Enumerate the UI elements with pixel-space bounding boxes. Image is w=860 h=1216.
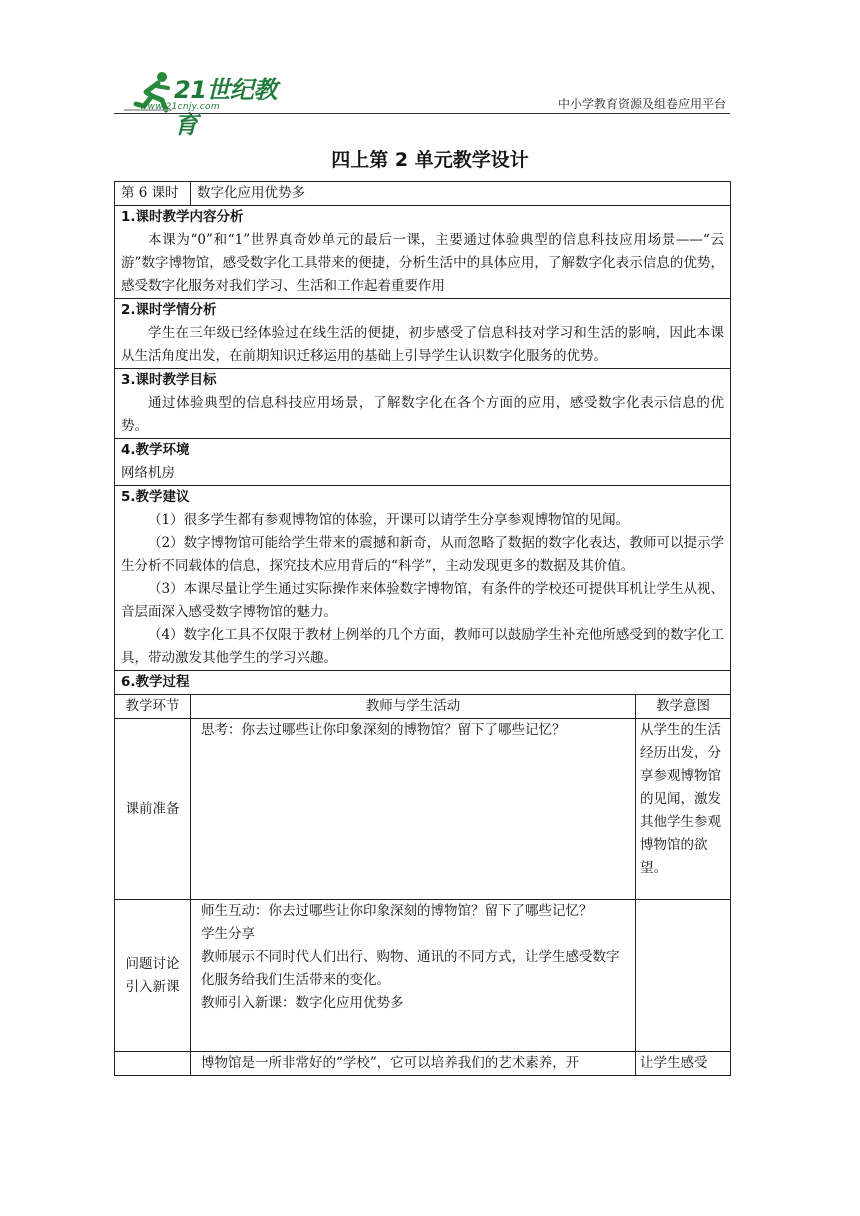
goals-title: 3.课时教学目标 xyxy=(121,372,217,388)
column-header-activities: 教师与学生活动 xyxy=(191,695,636,719)
activity-line: 教师展示不同时代人们出行、购物、通讯的不同方式，让学生感受数字化服务给我们生活带来的变化。 xyxy=(201,949,620,988)
stage-cell xyxy=(115,1052,191,1076)
intent-cell: 让学生感受 xyxy=(636,1052,731,1076)
environment-row xyxy=(115,439,731,486)
suggestions-row xyxy=(115,486,731,671)
stage-cell: 课前准备 xyxy=(115,719,191,900)
activities-cell xyxy=(191,900,636,1052)
activities-cell xyxy=(191,1052,636,1076)
environment-title: 4.教学环境 xyxy=(121,442,190,458)
activities-cell xyxy=(191,719,636,900)
goals-row xyxy=(115,369,731,439)
suggestion-item: （1）很多学生都有参观博物馆的体验，开课可以请学生分享参观博物馆的见闻。 xyxy=(148,512,630,528)
activity-line: 思考：你去过哪些让你印象深刻的博物馆？留下了哪些记忆？ xyxy=(201,722,566,738)
logo xyxy=(122,70,292,139)
process-title-row xyxy=(115,671,731,695)
suggestion-item: （4）数字化工具不仅限于教材上例举的几个方面，教师可以鼓励学生补充他所感受到的数字化工具，带动激发其他学生的学习兴趣。 xyxy=(121,627,724,666)
content-analysis-text: 本课为“0”和“1”世界真奇妙单元的最后一课，主要通过体验典型的信息科技应用场景——“云游”数字博物馆，感受数字化工具带来的便捷，分析生活中的具体应用，了解数字化表示信息的优势，感受数字化服务对我们学习、生活和工作起着重要作用 xyxy=(121,232,724,294)
stage-cell: 问题讨论引入新课 xyxy=(115,900,191,1052)
activity-line: 师生互动：你去过哪些让你印象深刻的博物馆？留下了哪些记忆？ xyxy=(201,903,593,919)
content-analysis-row xyxy=(115,206,731,299)
content-analysis-title: 1.课时教学内容分析 xyxy=(121,209,244,225)
activity-line: 学生分享 xyxy=(201,926,255,942)
process-title: 6.教学过程 xyxy=(121,674,190,690)
lesson-row xyxy=(115,182,731,206)
lesson-number: 第 6 课时 xyxy=(115,182,191,206)
process-row xyxy=(115,1052,731,1076)
activity-line: 教师引入新课：数字化应用优势多 xyxy=(201,995,404,1011)
platform-label: 中小学教育资源及组卷应用平台 xyxy=(557,97,726,111)
student-analysis-text: 学生在三年级已经体验过在线生活的便捷，初步感受了信息科技对学习和生活的影响，因此本课从生活角度出发，在前期知识迁移运用的基础上引导学生认识数字化服务的优势。 xyxy=(121,325,724,364)
process-row xyxy=(115,900,731,1052)
suggestion-item: （2）数字博物馆可能给学生带来的震撼和新奇，从而忽略了数据的数字化表达，教师可以提示学生分析不同载体的信息，探究技术应用背后的“科学”，主动发现更多的数据及其价值。 xyxy=(121,535,724,574)
suggestions-title: 5.教学建议 xyxy=(121,489,190,505)
suggestion-item: （3）本课尽量让学生通过实际操作来体验数字博物馆，有条件的学校还可提供耳机让学生从视、音层面深入感受数字博物馆的魅力。 xyxy=(121,581,724,620)
page-header xyxy=(114,62,730,139)
lesson-design-table xyxy=(114,181,731,1076)
intent-cell: 从学生的生活经历出发，分享参观博物馆的见闻，激发其他学生参观博物馆的欲望。 xyxy=(636,719,731,900)
intent-cell xyxy=(636,900,731,1052)
activity-line: 博物馆是一所非常好的“学校”，它可以培养我们的艺术素养，开 xyxy=(201,1055,580,1071)
logo-url: www.21cnjy.com xyxy=(140,102,220,112)
column-header-stage: 教学环节 xyxy=(115,695,191,719)
process-header-row xyxy=(115,695,731,719)
logo-text: 21世纪教育 xyxy=(174,76,277,139)
process-row xyxy=(115,719,731,900)
goals-text: 通过体验典型的信息科技应用场景，了解数字化在各个方面的应用，感受数字化表示信息的优势。 xyxy=(121,395,724,434)
environment-text: 网络机房 xyxy=(121,465,175,481)
column-header-intent: 教学意图 xyxy=(636,695,731,719)
header-divider xyxy=(114,113,730,114)
student-analysis-title: 2.课时学情分析 xyxy=(121,302,217,318)
page-title: 四上第 2 单元教学设计 xyxy=(331,149,529,171)
lesson-name: 数字化应用优势多 xyxy=(191,182,731,206)
student-analysis-row xyxy=(115,299,731,369)
